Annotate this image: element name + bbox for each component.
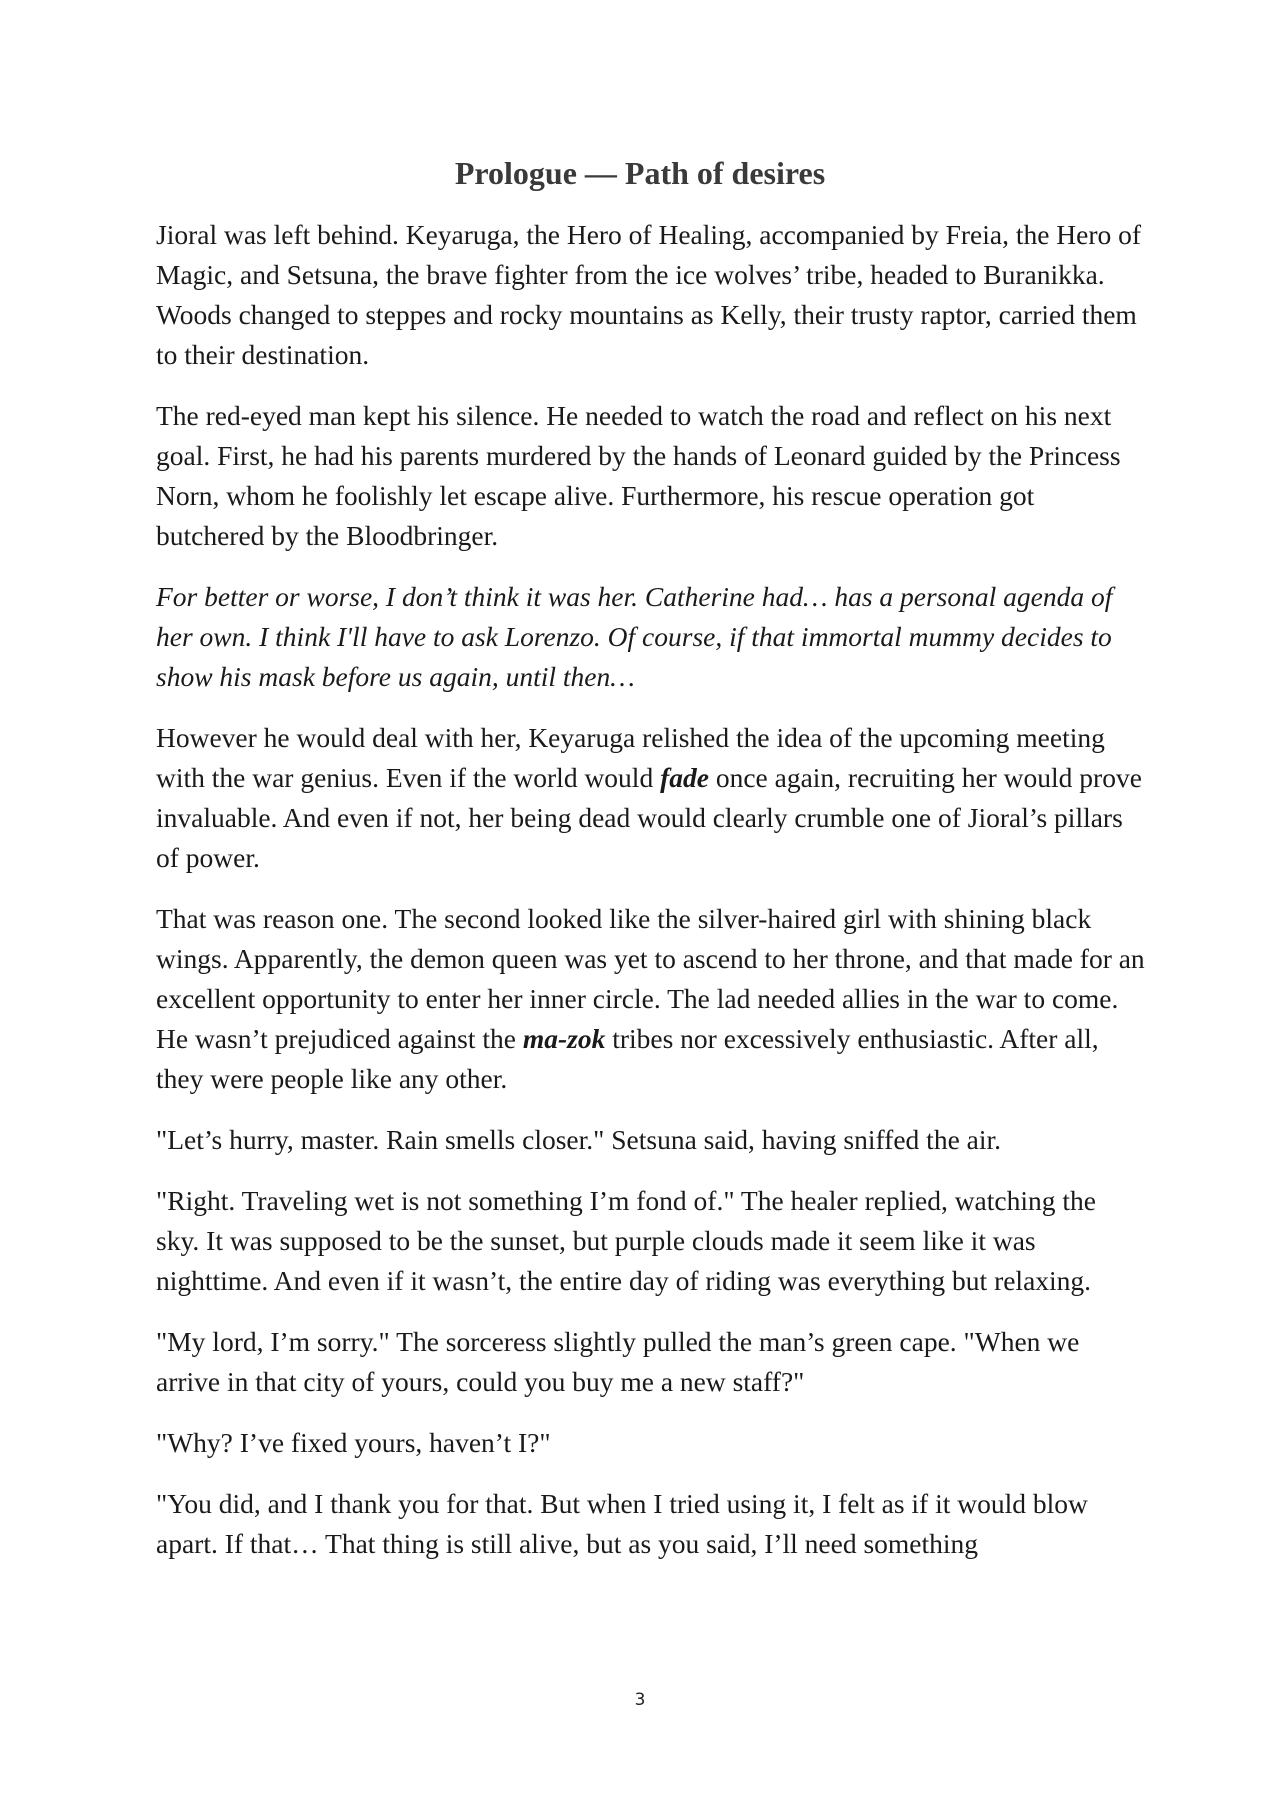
dialogue-paragraph: "My lord, I’m sorry." The sorceress slightly pulled the man’s green cape. "When we arrive in that city of yours, could you buy me a new staff?" — [156, 1326, 1080, 1397]
paragraph-text: once again, recruiting her would prove invaluable. And even if not, her being dead would clearly crumble one of Jioral’s pillars of power. — [156, 762, 1142, 873]
dialogue-paragraph: "Let’s hurry, master. Rain smells closer." Setsuna said, having sniffed the air. — [156, 1124, 1002, 1155]
body-text — [156, 215, 1146, 1585]
paragraph — [156, 718, 1146, 878]
dialogue-paragraph: "Why? I’ve fixed yours, haven’t I?" — [156, 1427, 551, 1458]
chapter-title: Prologue — Path of desires — [454, 155, 826, 191]
page-number: 3 — [634, 1690, 646, 1710]
emphasized-word: ma-zok — [522, 1023, 606, 1054]
paragraph: The red-eyed man kept his silence. He needed to watch the road and reflect on his next goal. First, he had his parents murdered by the hands of Leonard guided by the Princess Norn, whom he foolishly let escape alive. Furthermore, his rescue operation got butchered by the Bloodbringer. — [156, 400, 1121, 551]
paragraph — [156, 899, 1146, 1099]
paragraph-text: However he would deal with her, Keyaruga relished the idea of the upcoming meeting with the war genius. Even if the world would — [156, 722, 1105, 793]
inner-thought-paragraph: For better or worse, I don’t think it was her. Catherine had… has a personal agenda of her own. I think I'll have to ask Lorenzo. Of course, if that immortal mummy decides to show his mask before us again, until then… — [156, 581, 1113, 692]
dialogue-paragraph: "You did, and I thank you for that. But when I tried using it, I felt as if it would blow apart. If that… That thing is still alive, but as you said, I’ll need something — [156, 1488, 1088, 1559]
paragraph-text: That was reason one. The second looked like the silver-haired girl with shining black wings. Apparently, the demon queen was yet to ascend to her throne, and that made for an excellent opportunity to enter her inner circle. The lad needed allies in the war to come. He wasn’t prejudiced against the — [156, 903, 1145, 1054]
dialogue-paragraph: "Right. Traveling wet is not something I’m fond of." The healer replied, watching the sky. It was supposed to be the sunset, but purple clouds made it seem like it was nighttime. And even if it wasn’t, the entire day of riding was everything but relaxing. — [156, 1185, 1096, 1296]
paragraph-text: tribes nor excessively enthusiastic. After all, they were people like any other. — [156, 1023, 1099, 1094]
emphasized-word: fade — [660, 762, 709, 793]
paragraph: Jioral was left behind. Keyaruga, the Hero of Healing, accompanied by Freia, the Hero of Magic, and Setsuna, the brave fighter from the ice wolves’ tribe, headed to Buranikka. Woods changed to steppes and rocky mountains as Kelly, their trusty raptor, carried them to their destination. — [156, 219, 1142, 370]
